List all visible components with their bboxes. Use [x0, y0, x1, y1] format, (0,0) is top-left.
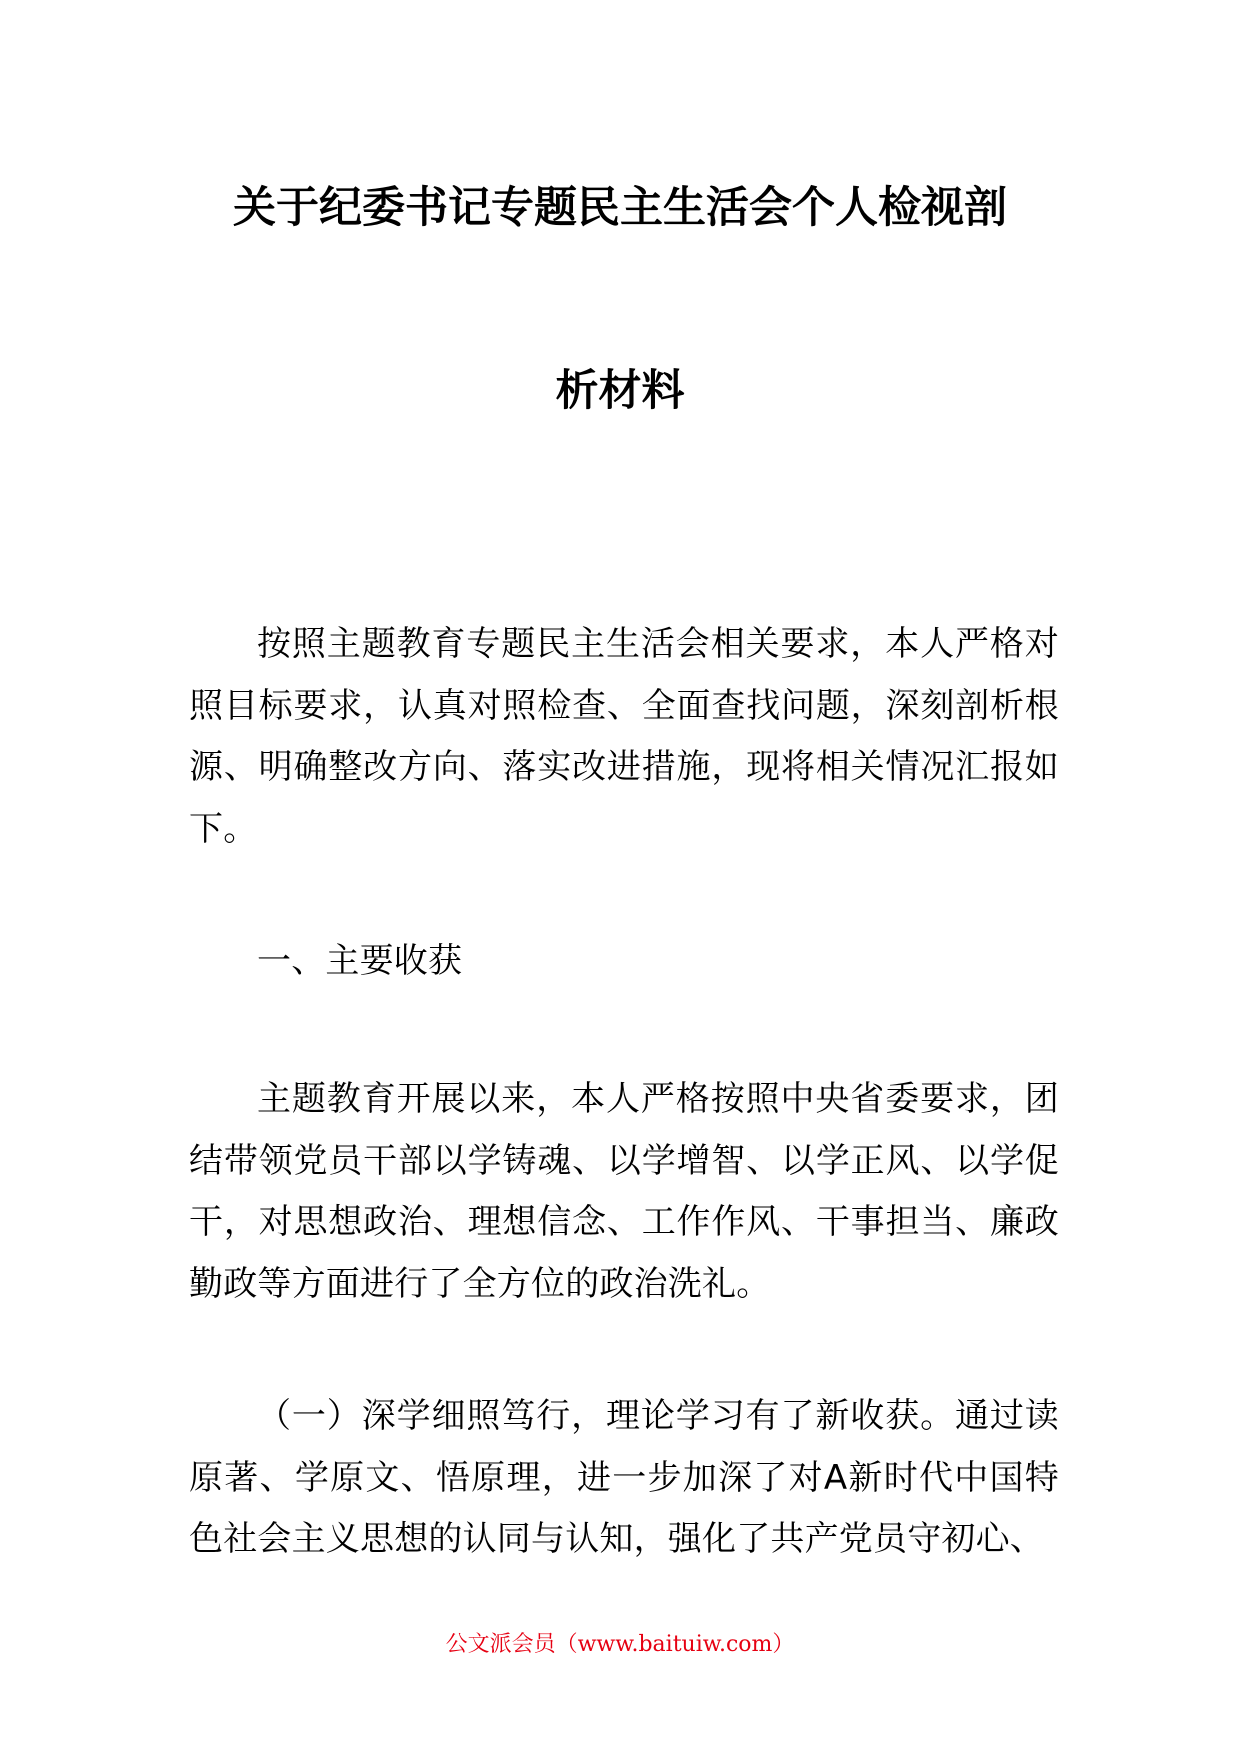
- document-title-line-1: 关于纪委书记专题民主生活会个人检视剖: [233, 183, 1007, 233]
- footer-watermark: 公文派会员（www.baituiw.com）: [445, 1632, 795, 1657]
- intro-paragraph: 按照主题教育专题民主生活会相关要求，本人严格对照目标要求，认真对照检查、全面查找问题，深刻剖析根源、明确整改方向、落实改进措施，现将相关情况汇报如下。: [189, 624, 1059, 849]
- document-title-line-2: 析材料: [555, 366, 685, 416]
- summary-paragraph: 主题教育开展以来，本人严格按照中央省委要求，团结带领党员干部以学铸魂、以学增智、以学正风、以学促干，对思想政治、理想信念、工作作风、干事担当、廉政勤政等方面进行了全方位的政治洗礼。: [189, 1079, 1059, 1304]
- section-heading-main-gains: 一、主要收获: [257, 941, 463, 981]
- subsection-theory-study-paragraph: （一）深学细照笃行，理论学习有了新收获。通过读原著、学原文、悟原理，进一步加深了对A新时代中国特色社会主义思想的认同与认知，强化了共产党员守初心、: [189, 1396, 1059, 1559]
